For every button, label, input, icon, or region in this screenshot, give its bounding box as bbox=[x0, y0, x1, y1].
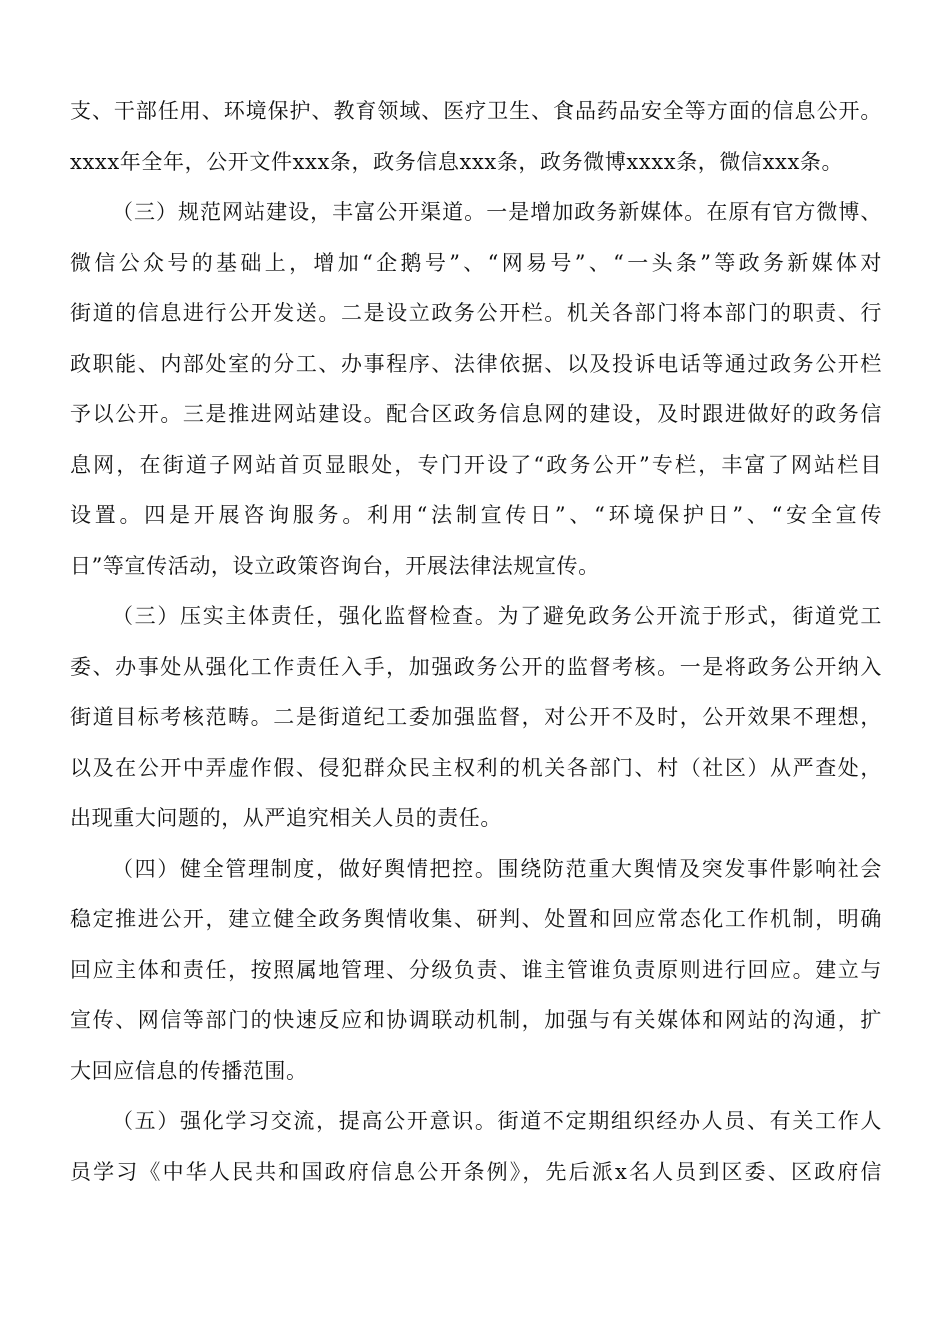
text-line: 日”等宣传活动，设立政策咨询台，开展法律法规宣传。 bbox=[70, 553, 600, 578]
text-line: （三）压实主体责任，强化监督检查。为了避免政务公开流于形式，街道党工 bbox=[112, 604, 882, 628]
text-line: 委、办事处从强化工作责任入手，加强政务公开的监督考核。一是将政务公开纳入 bbox=[70, 654, 882, 679]
text-line: 大回应信息的传播范围。 bbox=[70, 1058, 308, 1083]
text-line: 员学习《中华人民共和国政府信息公开条例》，先后派x名人员到区委、区政府信 bbox=[70, 1159, 882, 1184]
paragraph bbox=[70, 187, 882, 591]
text-line: 设置。四是开展咨询服务。利用“法制宣传日”、“环境保护日”、“安全宣传 bbox=[70, 503, 882, 527]
text-line: 息网，在街道子网站首页显眼处，专门开设了“政务公开”专栏，丰富了网站栏目 bbox=[70, 452, 882, 477]
paragraph bbox=[70, 86, 882, 187]
text-line: 出现重大问题的，从严追究相关人员的责任。 bbox=[70, 806, 502, 830]
text-line: 街道的信息进行公开发送。二是设立政务公开栏。机关各部门将本部门的职责、行 bbox=[70, 301, 882, 325]
text-line: 稳定推进公开，建立健全政务舆情收集、研判、处置和回应常态化工作机制，明确 bbox=[70, 907, 882, 931]
text-line: （三）规范网站建设，丰富公开渠道。一是增加政务新媒体。在原有官方微博、 bbox=[112, 200, 882, 224]
paragraph bbox=[70, 1096, 882, 1197]
document-page bbox=[70, 86, 882, 1197]
text-line: （五）强化学习交流，提高公开意识。街道不定期组织经办人员、有关工作人 bbox=[112, 1109, 882, 1133]
text-line: 回应主体和责任，按照属地管理、分级负责、谁主管谁负责原则进行回应。建立与 bbox=[70, 957, 882, 982]
text-line: 政职能、内部处室的分工、办事程序、法律依据、以及投诉电话等通过政务公开栏 bbox=[70, 351, 882, 376]
text-line: 微信公众号的基础上，增加“企鹅号”、“网易号”、“一头条”等政务新媒体对 bbox=[70, 250, 882, 275]
text-line: （四）健全管理制度，做好舆情把控。围绕防范重大舆情及突发事件影响社会 bbox=[112, 856, 882, 881]
text-line: 宣传、网信等部门的快速反应和协调联动机制，加强与有关媒体和网站的沟通，扩 bbox=[70, 1008, 882, 1032]
text-line: 支、干部任用、环境保护、教育领域、医疗卫生、食品药品安全等方面的信息公开。 bbox=[70, 99, 882, 123]
text-line: xxxx年全年，公开文件xxx条，政务信息xxx条，政务微博xxxx条，微信xxx条。 bbox=[70, 149, 844, 174]
paragraph bbox=[70, 591, 882, 844]
text-line: 以及在公开中弄虚作假、侵犯群众民主权利的机关各部门、村（社区）从严查处， bbox=[70, 755, 882, 780]
text-line: 街道目标考核范畴。二是街道纪工委加强监督，对公开不及时，公开效果不理想， bbox=[70, 705, 882, 729]
paragraph bbox=[70, 844, 882, 1097]
text-line: 予以公开。三是推进网站建设。配合区政务信息网的建设，及时跟进做好的政务信 bbox=[70, 402, 882, 426]
